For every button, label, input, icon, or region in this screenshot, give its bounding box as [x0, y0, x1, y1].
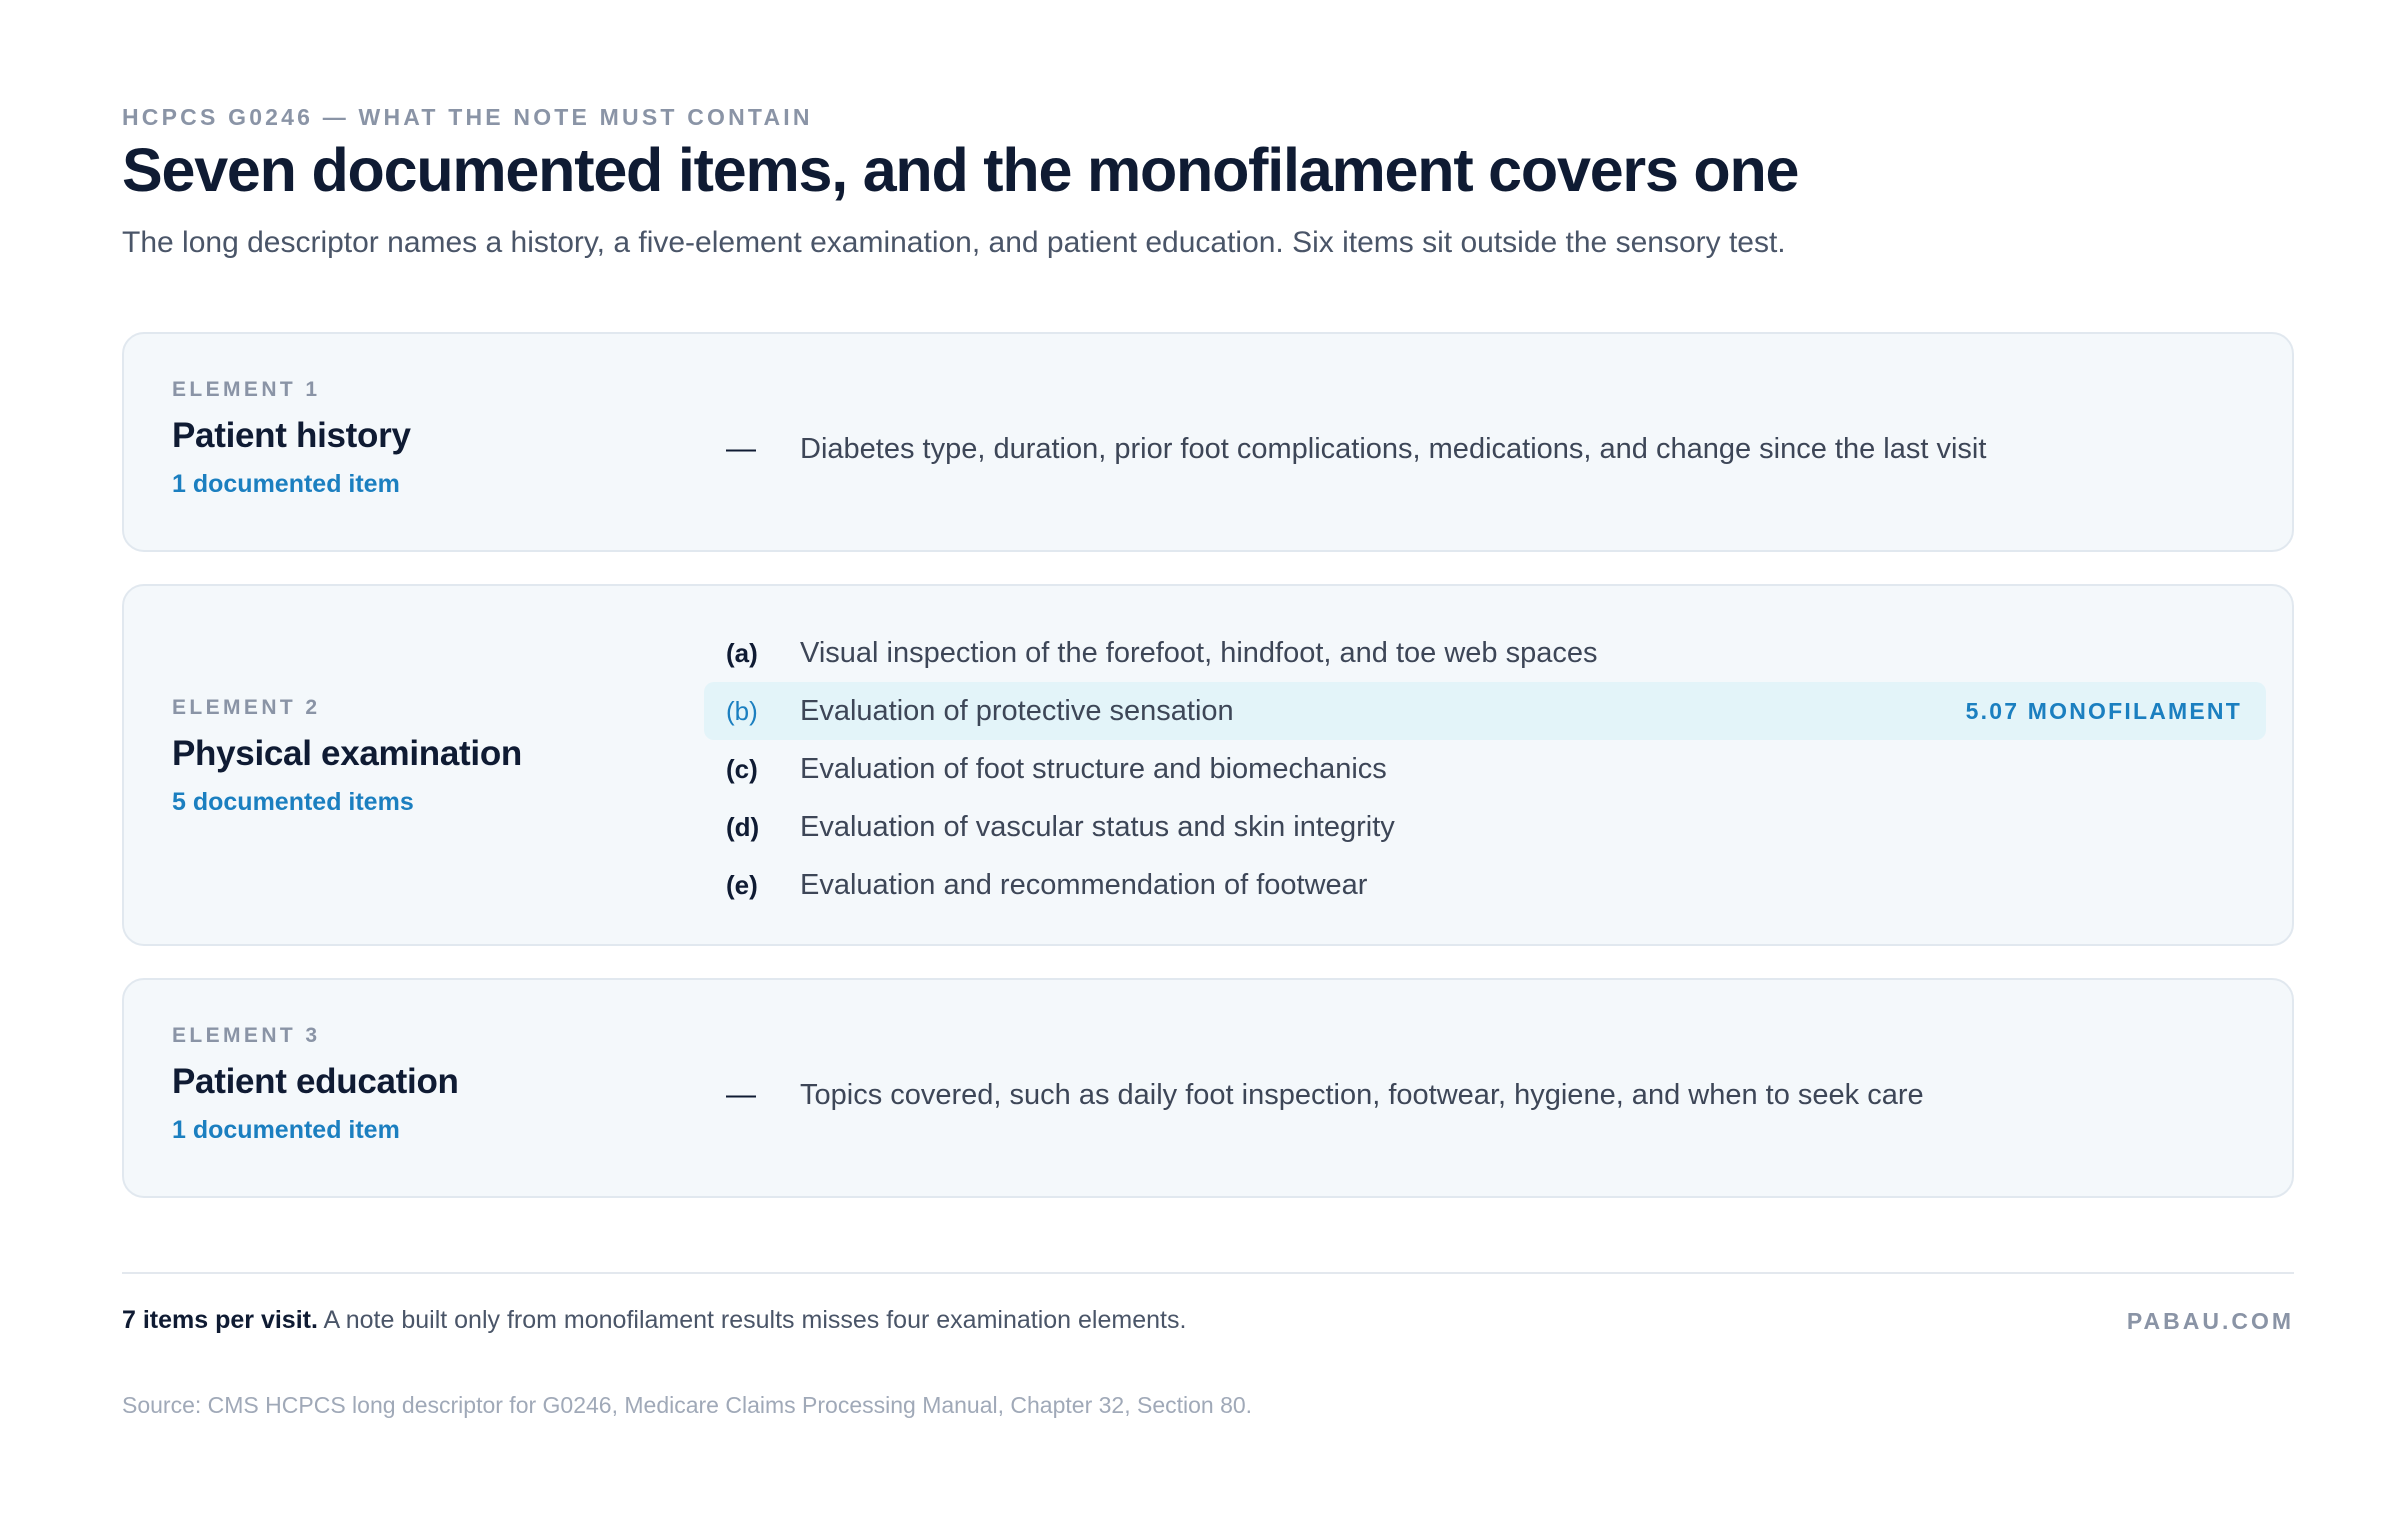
element-label: ELEMENT 2 [172, 696, 321, 720]
item-text: Topics covered, such as daily foot inspection, footwear, hygiene, and when to seek care [800, 1078, 1924, 1111]
footer-note [122, 1306, 1186, 1335]
element-cards [122, 332, 2294, 1198]
element-items [704, 624, 2266, 914]
element-items [704, 1066, 2266, 1124]
item-text: Evaluation of foot structure and biomechanics [800, 752, 1387, 785]
source-citation: Source: CMS HCPCS long descriptor for G0246, Medicare Claims Processing Manual, Chapter 32, Section 80. [122, 1392, 1253, 1418]
list-item [704, 740, 2266, 798]
page-subtitle: The long descriptor names a history, a five-element examination, and patient education. Six items sit outside the sensory test. [122, 226, 1786, 260]
element-label: ELEMENT 3 [172, 1024, 321, 1048]
item-marker: — [726, 1078, 756, 1112]
item-text: Evaluation and recommendation of footwear [800, 868, 1368, 901]
item-marker: — [726, 432, 756, 466]
item-text: Visual inspection of the forefoot, hindfoot, and toe web spaces [800, 636, 1598, 669]
item-text: Evaluation of vascular status and skin integrity [800, 810, 1395, 843]
list-item [704, 420, 2266, 478]
brand-link[interactable]: PABAU.COM [2126, 1308, 2294, 1334]
footer-divider [122, 1272, 2294, 1274]
element-card-physical-examination [122, 584, 2294, 946]
element-count: 5 documented items [172, 788, 414, 817]
element-name: Physical examination [172, 734, 522, 774]
footer-note-text: A note built only from monofilament results misses four examination elements. [317, 1306, 1187, 1334]
element-summary [172, 1024, 772, 1145]
footer-note-bold: 7 items per visit. [122, 1306, 318, 1334]
element-name: Patient education [172, 1062, 459, 1102]
element-count: 1 documented item [172, 470, 400, 499]
item-marker: (a) [726, 637, 758, 668]
monofilament-tag: 5.07 MONOFILAMENT [1965, 697, 2242, 724]
item-marker: (c) [726, 753, 758, 784]
page-title: Seven documented items, and the monofilament covers one [122, 136, 1799, 204]
element-items [704, 420, 2266, 478]
element-card-patient-history [122, 332, 2294, 552]
item-marker: (d) [726, 811, 760, 842]
list-item [704, 1066, 2266, 1124]
element-count: 1 documented item [172, 1116, 400, 1145]
element-summary [172, 696, 772, 817]
element-name: Patient history [172, 416, 411, 456]
item-marker: (b) [726, 695, 758, 726]
page-content [122, 104, 2294, 1230]
item-text: Diabetes type, duration, prior foot complications, medications, and change since the last visit [800, 432, 1987, 465]
element-summary [172, 378, 772, 499]
list-item [704, 624, 2266, 682]
eyebrow: HCPCS G0246 — WHAT THE NOTE MUST CONTAIN [122, 104, 813, 130]
list-item [704, 798, 2266, 856]
element-label: ELEMENT 1 [172, 378, 321, 402]
item-marker: (e) [726, 869, 758, 900]
element-card-patient-education [122, 978, 2294, 1198]
item-text: Evaluation of protective sensation [800, 694, 1234, 727]
list-item-highlighted [704, 682, 2266, 740]
list-item [704, 856, 2266, 914]
